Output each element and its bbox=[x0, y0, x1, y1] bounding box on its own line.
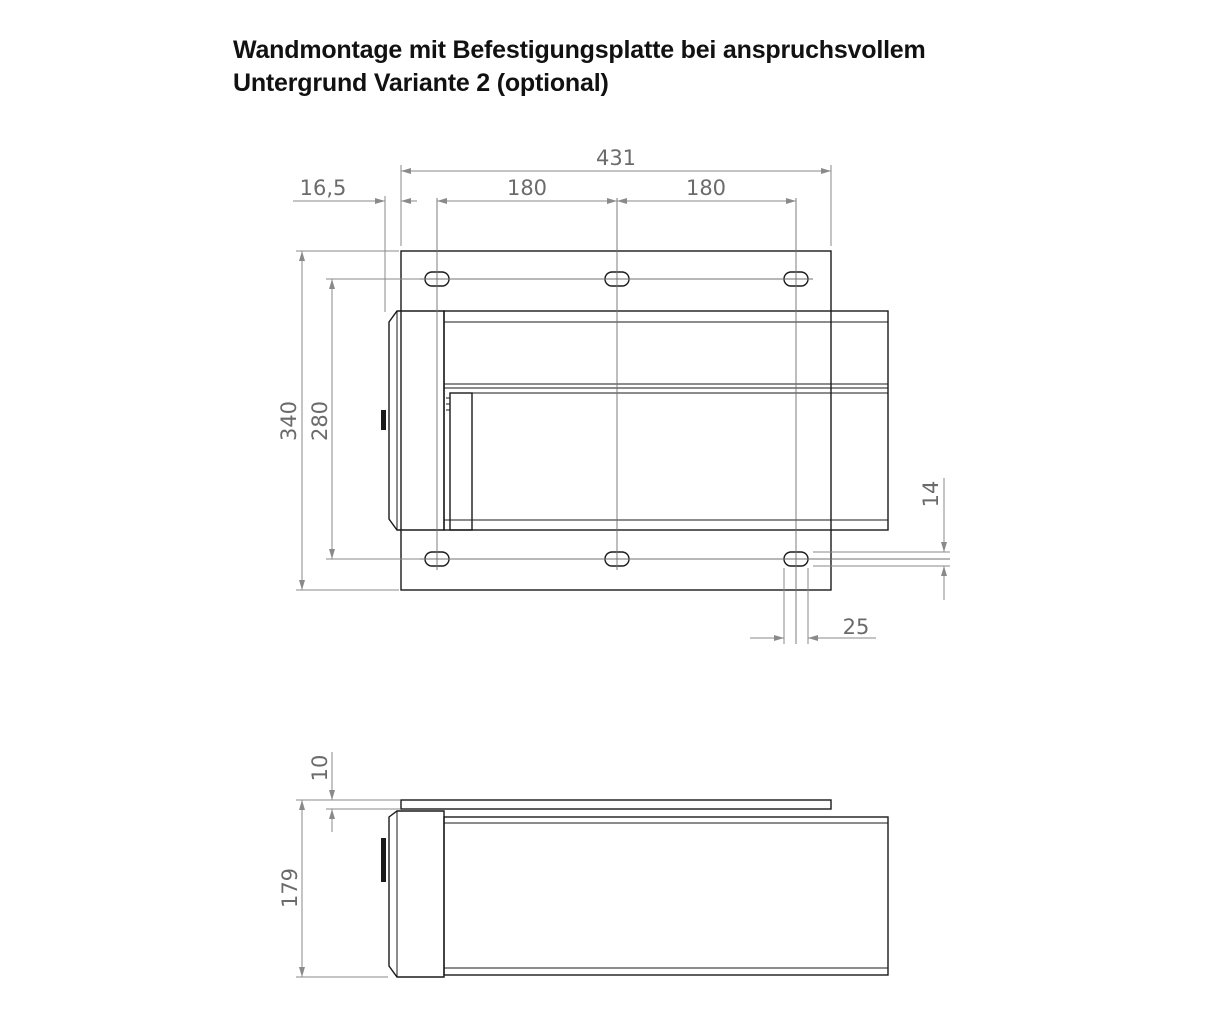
front-view-dimensions bbox=[277, 146, 950, 644]
title-line-2: Untergrund Variante 2 (optional) bbox=[233, 69, 609, 97]
side-housing-body bbox=[444, 817, 888, 975]
end-cap-connector-icon bbox=[381, 410, 386, 430]
front-view bbox=[381, 198, 950, 644]
side-view bbox=[381, 800, 888, 977]
dim-plate-thickness: 10 bbox=[308, 754, 332, 782]
mounting-plate bbox=[401, 251, 831, 590]
inner-panel bbox=[450, 393, 472, 530]
housing-body bbox=[444, 311, 888, 530]
dim-unit-depth: 179 bbox=[278, 867, 302, 909]
dim-total-width: 431 bbox=[595, 146, 637, 170]
dim-hole-vertical-spacing: 280 bbox=[308, 400, 332, 442]
dim-hole-spacing-1: 180 bbox=[506, 176, 548, 200]
side-connector-icon bbox=[381, 838, 386, 882]
dim-slot-length: 25 bbox=[842, 615, 870, 639]
title-line-1: Wandmontage mit Befestigungsplatte bei anspruchsvollem bbox=[233, 36, 926, 64]
dim-plate-height: 340 bbox=[277, 400, 301, 442]
side-plate bbox=[401, 800, 831, 809]
dim-slot-height: 14 bbox=[919, 480, 943, 508]
dim-hole-spacing-2: 180 bbox=[685, 176, 727, 200]
dim-offset-left: 16,5 bbox=[299, 176, 347, 200]
center-lines bbox=[420, 198, 950, 644]
